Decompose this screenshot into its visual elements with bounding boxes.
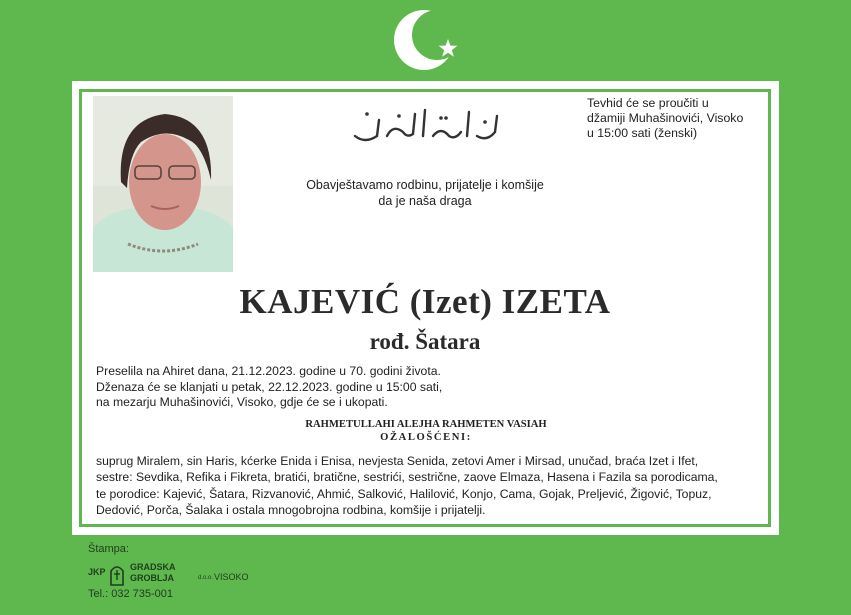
logo-doo: d.o.o.	[198, 575, 214, 581]
phone-number: Tel.: 032 735-001	[88, 588, 174, 600]
logo-city: VISOKO	[214, 572, 249, 582]
crescent-and-star-icon	[393, 7, 459, 73]
mourners-line: Dedović, Porča, Šalaka i ostala mnogobrojna rodbina, komšije i prijatelji.	[96, 503, 486, 518]
mourners-line: sestre: Sevdika, Refika i Fikreta, bratići, bratične, sestrići, sestrične, zaove Elmaza, Hasena i Fazila sa porodicama,	[96, 470, 718, 485]
details-line: Dženaza će se klanjati u petak, 22.12.2023. godine u 15:00 sati,	[96, 379, 443, 394]
tevhid-info	[587, 96, 765, 142]
logo-line2: GROBLJA	[130, 573, 175, 583]
deceased-photo	[93, 96, 233, 272]
prayer-block	[240, 419, 612, 445]
intro-line: da je naša draga	[378, 194, 472, 208]
maiden-name: rođ. Šatara	[369, 329, 481, 354]
intro-line: Obavještavamo rodbinu, prijatelje i komšije	[306, 178, 544, 192]
logo-jkp: JKP	[88, 567, 106, 577]
prayer-text: RAHMETULLAHI ALEJHA RAHMETEN VASIAH	[305, 419, 547, 430]
deceased-name: KAJEVIĆ (Izet) IZETA	[239, 282, 611, 321]
arabic-calligraphy-text: ارتحل الى ربه	[423, 142, 429, 143]
tevhid-line: džamiji Muhašinovići, Visoko	[587, 111, 744, 126]
mourners-list	[96, 453, 761, 519]
funeral-details	[96, 364, 696, 411]
mourners-line: te porodice: Kajević, Šatara, Rizvanović, Ahmić, Salković, Halilović, Konjo, Cama, Gojak, Preljević, Žigović, Topuz,	[96, 486, 712, 501]
logo-name	[130, 562, 176, 584]
tevhid-line: Tevhid će se proučiti u	[587, 96, 709, 110]
printer-logo	[88, 561, 248, 587]
intro-text	[230, 177, 620, 209]
logo-line1: GRADSKA	[130, 562, 176, 572]
mourners-line: suprug Miralem, sin Haris, kćerke Enida i Enisa, nevjesta Senida, zetovi Amer i Mirsad, unučad, braća Izet i Ifet,	[96, 454, 699, 468]
details-line: na mezarju Muhašinovići, Visoko, gdje će se i ukopati.	[96, 395, 388, 410]
gravestone-icon	[107, 562, 127, 586]
mourners-heading: OŽALOŠĆENI:	[380, 431, 472, 443]
print-label: Štampa:	[88, 543, 129, 555]
arabic-calligraphy	[349, 102, 503, 146]
tevhid-line: u 15:00 sati (ženski)	[587, 126, 698, 141]
details-line: Preselila na Ahiret dana, 21.12.2023. godine u 70. godini života.	[96, 364, 441, 378]
